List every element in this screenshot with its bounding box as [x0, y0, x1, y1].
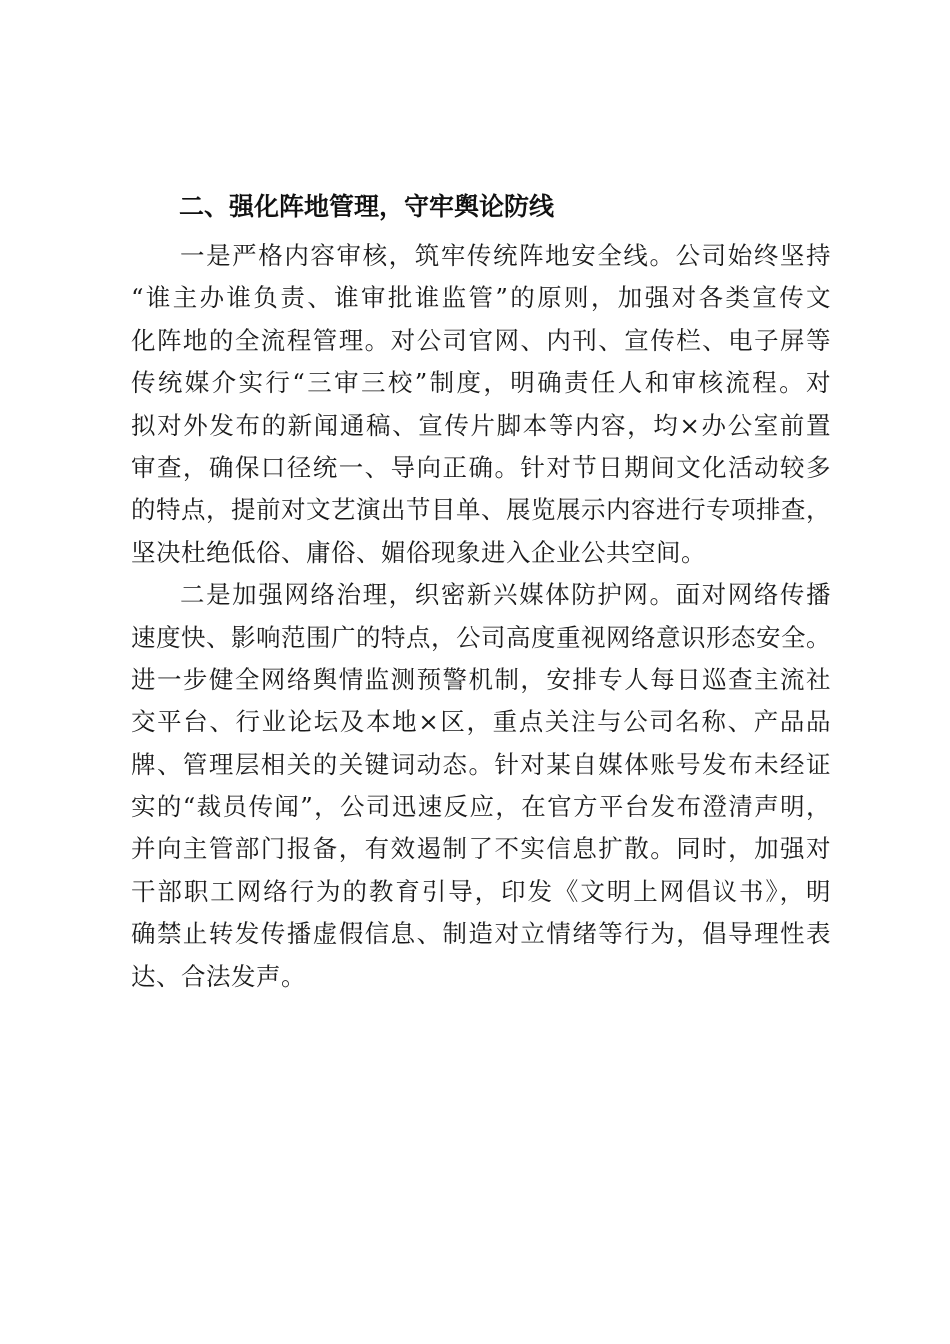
paragraph-line: 进一步健全网络舆情监测预警机制，安排专人每日巡查主流社 — [131, 664, 831, 694]
paragraph-line: 拟对外发布的新闻通稿、宣传片脚本等内容，均×办公室前置 — [131, 410, 831, 440]
paragraph-line: 牌、管理层相关的关键词动态。针对某自媒体账号发布未经证 — [131, 749, 831, 779]
paragraph-line: 确禁止转发传播虚假信息、制造对立情绪等行为，倡导理性表 — [131, 919, 831, 949]
paragraph-line: 实的“裁员传闻”，公司迅速反应，在官方平台发布澄清声明， — [131, 792, 831, 822]
paragraph-line: 坚决杜绝低俗、庸俗、媚俗现象进入企业公共空间。 — [131, 537, 706, 567]
paragraph-line: 达、合法发声。 — [131, 961, 306, 991]
paragraph-content-review — [131, 235, 831, 574]
paragraph-line: 审查，确保口径统一、导向正确。针对节日期间文化活动较多 — [131, 452, 831, 482]
paragraph-line: 二是加强网络治理，织密新兴媒体防护网。面对网络传播 — [180, 580, 831, 610]
paragraph-line: 并向主管部门报备，有效遏制了不实信息扩散。同时，加强对 — [131, 834, 831, 864]
paragraph-line: “谁主办谁负责、谁审批谁监管”的原则，加强对各类宣传文 — [131, 283, 831, 313]
paragraph-line: 干部职工网络行为的教育引导，印发《文明上网倡议书》，明 — [131, 876, 831, 906]
paragraph-line: 的特点，提前对文艺演出节目单、展览展示内容进行专项排查， — [131, 495, 831, 525]
paragraph-line: 传统媒介实行“三审三校”制度，明确责任人和审核流程。对 — [131, 368, 831, 398]
paragraph-line: 化阵地的全流程管理。对公司官网、内刊、宣传栏、电子屏等 — [131, 325, 831, 355]
paragraph-network-governance — [131, 574, 831, 998]
paragraph-line: 交平台、行业论坛及本地×区，重点关注与公司名称、产品品 — [131, 707, 831, 737]
document-body — [131, 187, 831, 998]
paragraph-line: 速度快、影响范围广的特点，公司高度重视网络意识形态安全。 — [131, 622, 831, 652]
paragraph-line: 一是严格内容审核，筑牢传统阵地安全线。公司始终坚持 — [180, 241, 831, 270]
section-heading: 二、强化阵地管理，守牢舆论防线 — [179, 192, 555, 221]
